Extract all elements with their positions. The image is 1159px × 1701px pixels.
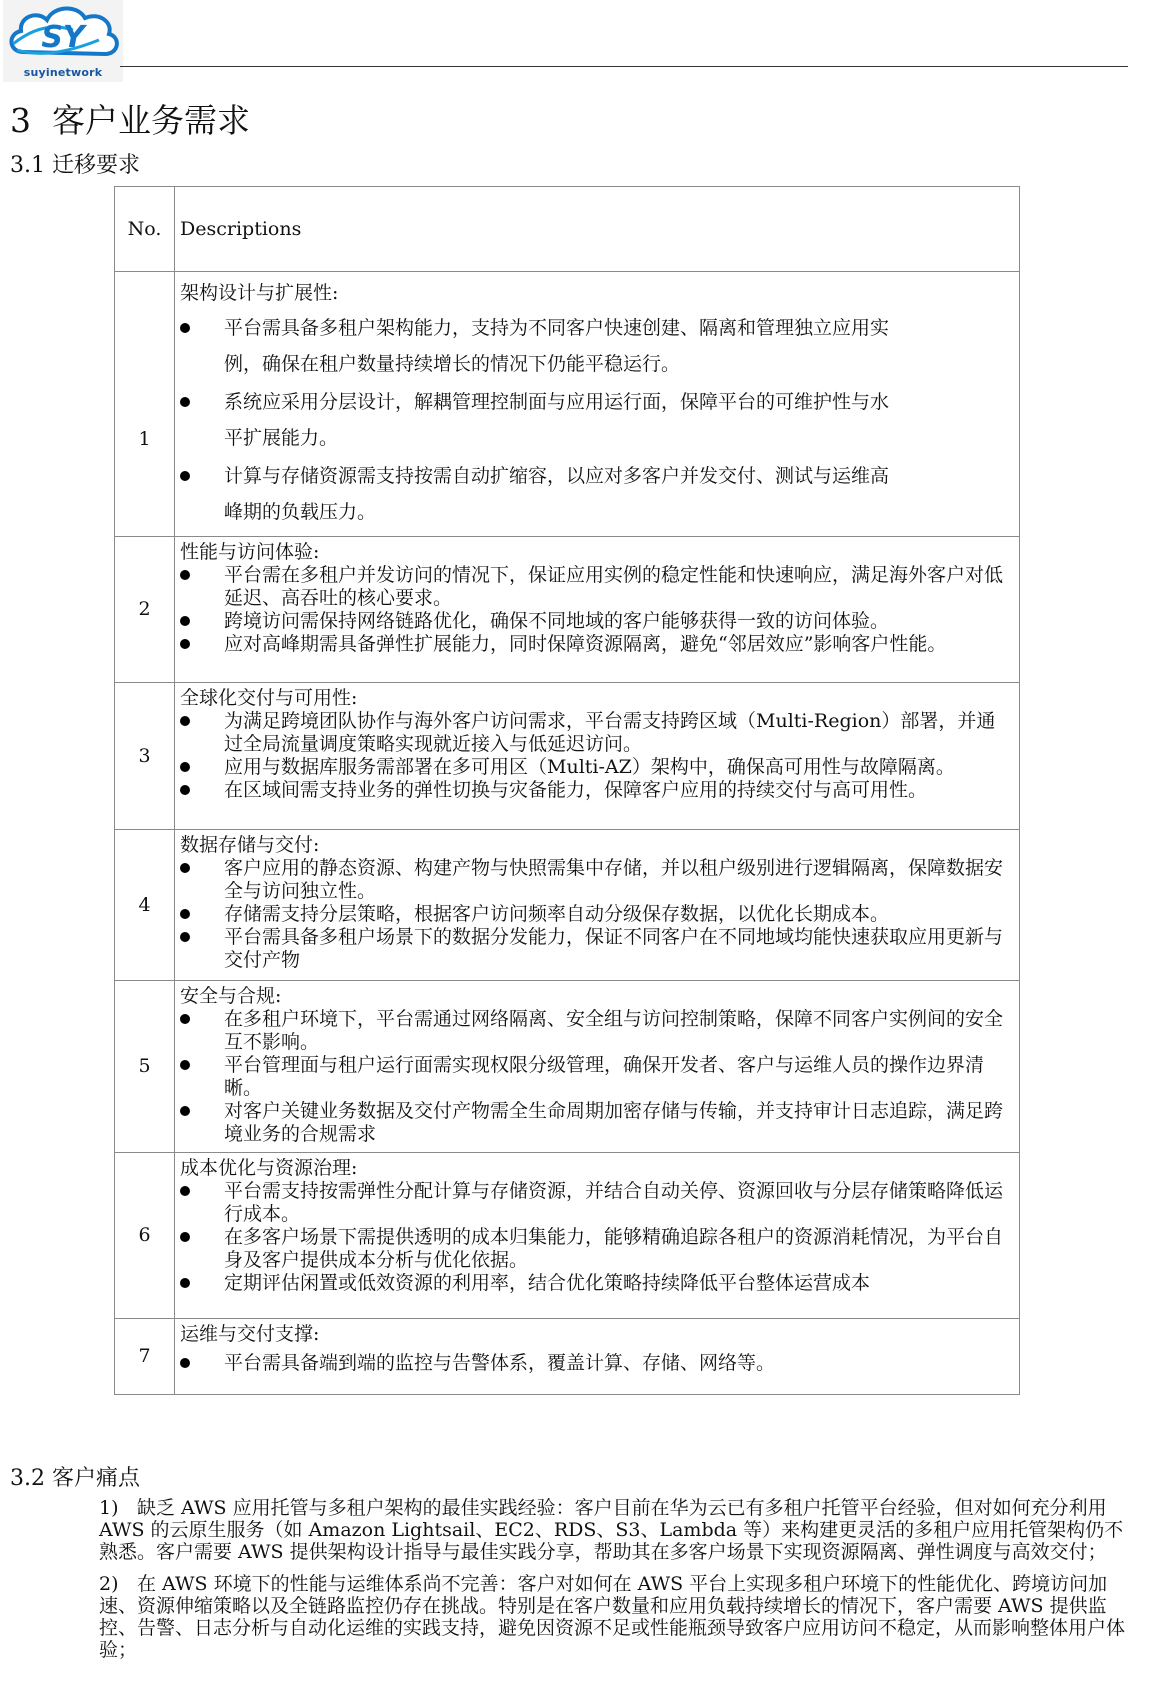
header-descriptions: Descriptions <box>175 187 1020 272</box>
list-item: 客户应用的静态资源、构建产物与快照需集中存储，并以租户级别进行逻辑隔离，保障数据安全与访问独立性。 <box>180 857 1011 903</box>
list-item: 应对高峰期需具备弹性扩展能力，同时保障资源隔离，避免“邻居效应”影响客户性能。 <box>180 633 1011 656</box>
row-number: 1 <box>115 272 175 537</box>
row-title: 性能与访问体验: <box>180 541 320 563</box>
row-title: 成本优化与资源治理: <box>180 1157 358 1179</box>
header-no: No. <box>115 187 175 272</box>
section-3-heading <box>10 99 250 143</box>
row-title: 全球化交付与可用性: <box>180 687 358 709</box>
cloud-logo-icon <box>3 0 123 66</box>
pain-point-index: 1) <box>99 1497 119 1519</box>
list-item: 存储需支持分层策略，根据客户访问频率自动分级保存数据，以优化长期成本。 <box>180 903 1011 926</box>
header-rule <box>120 66 1128 67</box>
row-title: 运维与交付支撑: <box>180 1323 320 1345</box>
row-number: 4 <box>115 830 175 981</box>
requirements-table <box>114 186 1020 1395</box>
list-item: 为满足跨境团队协作与海外客户访问需求，平台需支持跨区域（Multi-Region）部署，并通过全局流量调度策略实现就近接入与低延迟访问。 <box>180 710 1011 756</box>
row-description <box>175 1153 1020 1319</box>
pain-point <box>99 1573 1129 1661</box>
row-number: 6 <box>115 1153 175 1319</box>
bullet-list <box>180 564 1011 656</box>
row-number: 3 <box>115 683 175 830</box>
list-item: 平台需在多租户并发访问的情况下，保证应用实例的稳定性能和快速响应，满足海外客户对低延迟、高吞吐的核心要求。 <box>180 564 1011 610</box>
row-title: 安全与合规: <box>180 985 282 1007</box>
bullet-list <box>180 310 1011 530</box>
row-number: 7 <box>115 1319 175 1395</box>
list-item: 在区域间需支持业务的弹性切换与灾备能力，保障客户应用的持续交付与高可用性。 <box>180 779 1011 802</box>
row-description <box>175 1319 1020 1395</box>
list-item: 平台需具备多租户架构能力，支持为不同客户快速创建、隔离和管理独立应用实例，确保在租户数量持续增长的情况下仍能平稳运行。 <box>180 310 1011 382</box>
row-description <box>175 272 1020 537</box>
list-item: 在多客户场景下需提供透明的成本归集能力，能够精确追踪各租户的资源消耗情况，为平台自身及客户提供成本分析与优化依据。 <box>180 1226 1011 1272</box>
list-item: 计算与存储资源需支持按需自动扩缩容，以应对多客户并发交付、测试与运维高峰期的负载压力。 <box>180 458 1011 530</box>
row-number: 2 <box>115 537 175 683</box>
bullet-list <box>180 710 1011 802</box>
section-3-number: 3 <box>10 101 31 140</box>
table-header-row <box>115 187 1020 272</box>
row-title: 架构设计与扩展性: <box>180 282 339 304</box>
list-item: 应用与数据库服务需部署在多可用区（Multi-AZ）架构中，确保高可用性与故障隔离。 <box>180 756 1011 779</box>
table-row <box>115 683 1020 830</box>
table-row <box>115 1153 1020 1319</box>
pain-points <box>99 1497 1129 1671</box>
list-item: 系统应采用分层设计，解耦管理控制面与应用运行面，保障平台的可维护性与水平扩展能力。 <box>180 384 1011 456</box>
pain-point-text: 在 AWS 环境下的性能与运维体系尚不完善：客户对如何在 AWS 平台上实现多租户环境下的性能优化、跨境访问加速、资源伸缩策略以及全链路监控仍存在挑战。特别是在客户数量和应用负载持续增长的情况下，客户需要 AWS 提供监控、告警、日志分析与自动化运维的实践支持，避免因资源不足或性能瓶颈导致客户应用访问不稳定，从而影响整体用户体验； <box>99 1573 1126 1661</box>
section-3-1-heading: 3.1 迁移要求 <box>10 153 140 178</box>
list-item: 对客户关键业务数据及交付产物需全生命周期加密存储与传输，并支持审计日志追踪，满足跨境业务的合规需求 <box>180 1100 1011 1146</box>
pain-point-text: 缺乏 AWS 应用托管与多租户架构的最佳实践经验：客户目前在华为云已有多租户托管平台经验，但对如何充分利用 AWS 的云原生服务（如 Amazon Lightsail、EC2、RDS、S3、Lambda 等）来构建更灵活的多租户应用托管架构仍不熟悉。客户需要 AWS 提供架构设计指导与最佳实践分享，帮助其在多客户场景下实现资源隔离、弹性调度与高效交付； <box>99 1497 1124 1563</box>
logo-brand: SY <box>41 20 85 55</box>
bullet-list <box>180 1180 1011 1295</box>
table-row <box>115 981 1020 1153</box>
table-row <box>115 830 1020 981</box>
bullet-list <box>180 857 1011 972</box>
pain-point <box>99 1497 1129 1563</box>
list-item: 跨境访问需保持网络链路优化，确保不同地域的客户能够获得一致的访问体验。 <box>180 610 1011 633</box>
logo-text: suyinetwork <box>23 66 103 79</box>
row-number: 5 <box>115 981 175 1153</box>
table-row <box>115 272 1020 537</box>
row-description <box>175 683 1020 830</box>
list-item: 在多租户环境下，平台需通过网络隔离、安全组与访问控制策略，保障不同客户实例间的安全互不影响。 <box>180 1008 1011 1054</box>
list-item: 平台需具备多租户场景下的数据分发能力，保证不同客户在不同地域均能快速获取应用更新与交付产物 <box>180 926 1011 972</box>
bullet-list <box>180 1008 1011 1146</box>
page-header <box>0 0 1159 84</box>
table-row <box>115 1319 1020 1395</box>
list-item: 平台管理面与租户运行面需实现权限分级管理，确保开发者、客户与运维人员的操作边界清晰。 <box>180 1054 1011 1100</box>
row-description <box>175 981 1020 1153</box>
pain-point-index: 2) <box>99 1573 119 1595</box>
row-title: 数据存储与交付: <box>180 834 320 856</box>
bullet-list <box>180 1346 1011 1380</box>
company-logo <box>3 0 123 82</box>
section-3-title: 客户业务需求 <box>52 101 250 140</box>
list-item: 平台需具备端到端的监控与告警体系，覆盖计算、存储、网络等。 <box>180 1346 1011 1380</box>
list-item: 定期评估闲置或低效资源的利用率，结合优化策略持续降低平台整体运营成本 <box>180 1272 1011 1295</box>
section-3-2-heading: 3.2 客户痛点 <box>10 1466 140 1491</box>
list-item: 平台需支持按需弹性分配计算与存储资源，并结合自动关停、资源回收与分层存储策略降低运行成本。 <box>180 1180 1011 1226</box>
table-row <box>115 537 1020 683</box>
row-description <box>175 537 1020 683</box>
row-description <box>175 830 1020 981</box>
